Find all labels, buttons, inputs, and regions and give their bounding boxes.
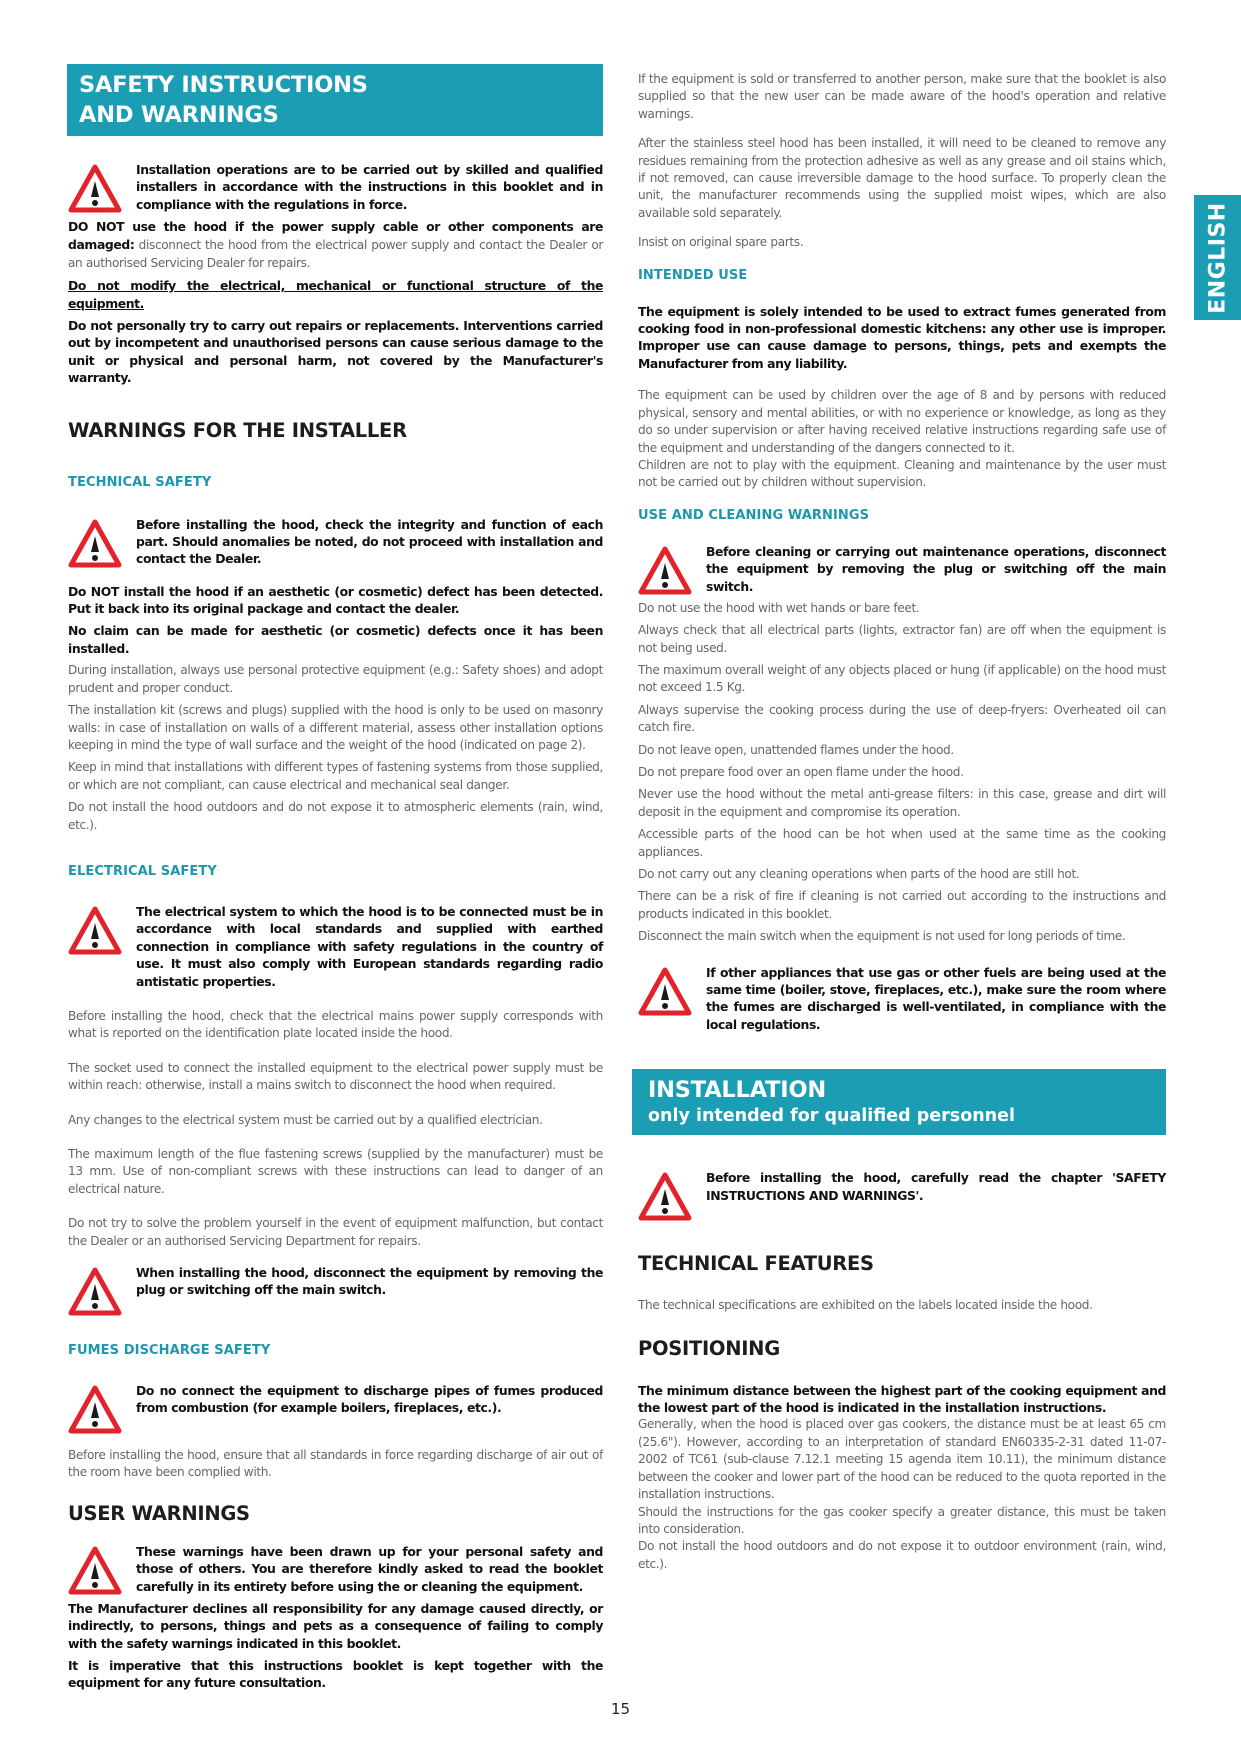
paragraph: Should the instructions for the gas cooker specify a greater distance, this must be taken into consideration. [638,1504,1166,1536]
warning-text: Before installing the hood, check the integrity and function of each part. Should anomalies be noted, do not proceed with installation and contact the Dealer. [136,516,603,567]
paragraph: The technical specifications are exhibited on the labels located inside the hood. [638,1298,1093,1313]
warning-text: Before installing the hood, carefully read the chapter 'SAFETY INSTRUCTIONS AND WARNINGS'. [706,1170,1166,1203]
paragraph: Always supervise the cooking process during the use of deep-fryers: Overheated oil can catch fire. [638,702,1166,735]
warning-triangle-icon [68,164,122,214]
language-tab [1194,195,1241,320]
installation-title: INSTALLATION [648,1077,827,1104]
paragraph: The equipment is solely intended to be used to extract fumes generated from cooking food in non-professional domestic kitchens: any other use is improper. Improper use can cause damage to persons, things, pets and exempts the Manufacturer from any liability. [638,303,1166,371]
subsection-heading: TECHNICAL SAFETY [68,474,212,490]
section-heading: USER WARNINGS [68,1501,250,1525]
warning-block [638,543,1166,596]
paragraph: Before installing the hood, check that the electrical mains power supply corresponds with what is reported on the identification plate located inside the hood. [68,1008,603,1041]
warning-text: The electrical system to which the hood is to be connected must be in accordance with local standards and supplied with earthed connection in compliance with safety regulations in the country of use. It must also comply with European standards regarding radio antistatic properties. [136,903,603,989]
paragraph: The maximum overall weight of any objects placed or hung (if applicable) on the hood must not exceed 1.5 Kg. [638,662,1166,695]
warning-block [68,1264,603,1317]
paragraph: Do not leave open, unattended flames under the hood. [638,742,954,757]
safety-title-line-1: SAFETY INSTRUCTIONS [79,72,368,98]
right-column [638,71,1166,1573]
section-heading: POSITIONING [638,1336,780,1360]
paragraph: The Manufacturer declines all responsibility for any damage caused directly, or indirectly, to persons, things and pets as a consequence of failing to comply with the safety warnings indicated in this booklet. [68,1600,603,1651]
warning-block [638,1169,1166,1222]
warning-triangle-icon [68,1385,122,1435]
paragraph: During installation, always use personal protective equipment (e.g.: Safety shoes) and adopt prudent and proper conduct. [68,663,603,695]
subsection-heading: FUMES DISCHARGE SAFETY [68,1343,271,1359]
left-column [68,64,603,1692]
paragraph: The maximum length of the flue fastening screws (supplied by the manufacturer) must be 13 mm. Use of non-compliant screws with these instructions can lead to danger of an electrical nature. [68,1147,603,1196]
paragraph-rest: disconnect the hood from the electrical power supply and contact the Dealer or an authorised Servicing Dealer for repairs. [68,238,603,270]
installation-subtitle: only intended for qualified personnel [648,1106,1016,1127]
warning-triangle-icon [68,1546,122,1596]
paragraph: Accessible parts of the hood can be hot when used at the same time as the cooking appliances. [638,827,1166,859]
paragraph: Children are not to play with the equipment. Cleaning and maintenance by the user must not be carried out by children without supervision. [638,457,1166,490]
paragraph: There can be a risk of fire if cleaning is not carried out according to the instructions and products indicated in this booklet. [638,889,1166,921]
paragraph: Do not install the hood outdoors and do not expose it to atmospheric elements (rain, wind, etc.). [68,800,603,832]
paragraph: Keep in mind that installations with different types of fastening systems from those supplied, or which are not compliant, can cause electrical and mechanical seal danger. [68,760,603,792]
safety-title-line-2: AND WARNINGS [79,102,279,128]
paragraph: The minimum distance between the highest part of the cooking equipment and the lowest part of the hood is indicated in the installation instructions. [638,1382,1166,1416]
paragraph: Do NOT install the hood if an aesthetic (or cosmetic) defect has been detected. Put it back into its original package and contact the dealer. [68,583,603,617]
paragraph: Do not personally try to carry out repairs or replacements. Interventions carried out by incompetent and unauthorised persons can cause serious damage to the unit or physical and personal harm, not covered by the Manufacturer's warranty. [68,318,603,386]
paragraph: After the stainless steel hood has been installed, it will need to be cleaned to remove any residues remaining from the protection adhesive as well as any grease and oil stains which, if not removed, can cause irreversible damage to the hood surface. To properly clean the unit, the manufacturer recommends using the supplied moist wipes, which are also available sold separately. [638,136,1166,220]
paragraph: Before installing the hood, ensure that all standards in force regarding discharge of air out of the room have been complied with. [68,1448,603,1480]
paragraph: Do not modify the electrical, mechanical or functional structure of the equipment. [68,278,603,311]
page-number: 15 [610,1700,631,1718]
language-tab-label: ENGLISH [1205,201,1230,314]
paragraph: Do not try to solve the problem yourself in the event of equipment malfunction, but contact the Dealer or an authorised Servicing Department for repairs. [68,1216,603,1248]
warning-block [638,964,1166,1034]
paragraph: Generally, when the hood is placed over gas cookers, the distance must be at least 65 cm (25.6"). However, according to an interpretation of standard EN60335-2-31 dated 11-07-2002 of TC61 (sub-clause 7.12.1 meeting 15 agenda item 10.11), the minimum distance between the cooker and lower part of the hood can be reduced to the quota reported in the installation instructions. [638,1417,1166,1502]
installation-banner [632,1069,1166,1135]
warning-block [68,161,603,214]
section-heading: WARNINGS FOR THE INSTALLER [68,418,407,442]
paragraph: Do not install the hood outdoors and do not expose it to outdoor environment (rain, wind, etc.). [638,1539,1166,1571]
paragraph [68,218,603,272]
paragraph: Any changes to the electrical system must be carried out by a qualified electrician. [68,1112,543,1127]
warning-triangle-icon [68,906,122,956]
paragraph: If the equipment is sold or transferred to another person, make sure that the booklet is also supplied so that the new user can be made aware of the hood's operation and relative warnings. [638,72,1166,121]
paragraph: Never use the hood without the metal anti-grease filters: in this case, grease and dirt will deposit in the equipment and compromise its operation. [638,787,1166,819]
bold-lead: DO NOT use the hood if the power supply cable or other components are damaged: [68,219,603,253]
paragraph: Disconnect the main switch when the equipment is not used for long periods of time. [638,929,1126,944]
warning-text: When installing the hood, disconnect the equipment by removing the plug or switching off the main switch. [136,1265,603,1298]
warning-triangle-icon [638,967,692,1017]
subsection-heading: INTENDED USE [638,267,748,283]
safety-banner [67,64,603,136]
subsection-heading: ELECTRICAL SAFETY [68,863,217,879]
warning-triangle-icon [68,1267,122,1317]
paragraph: Insist on original spare parts. [638,235,804,250]
warning-text: If other appliances that use gas or other fuels are being used at the same time (boiler, stove, fireplaces, etc.), make sure the room where the fumes are discharged is well-ventilated, in compliance with the local regulations. [706,964,1166,1032]
paragraph: The installation kit (screws and plugs) supplied with the hood is only to be used on masonry walls: in case of installation on walls of a different material, assess other installation options keeping in mind the type of wall surface and the weight of the hood (indicated on page 2). [68,703,603,752]
warning-triangle-icon [638,1172,692,1222]
paragraph: The equipment can be used by children over the age of 8 and by persons with reduced physical, sensory and mental abilities, or with no experience or knowledge, as long as they do so under supervision or after having received relative instructions regarding safe use of the equipment and understanding of the dangers connected to it. [638,388,1166,455]
paragraph: No claim can be made for aesthetic (or cosmetic) defects once it has been installed. [68,623,603,656]
warning-triangle-icon [68,519,122,569]
warning-text: Do no connect the equipment to discharge pipes of fumes produced from combustion (for example boilers, fireplaces, etc.). [136,1383,603,1416]
subsection-heading: USE AND CLEANING WARNINGS [638,507,870,523]
paragraph: It is imperative that this instructions booklet is kept together with the equipment for any future consultation. [68,1658,603,1691]
paragraph: Always check that all electrical parts (lights, extractor fan) are off when the equipment is not being used. [638,623,1166,655]
warning-triangle-icon [638,546,692,596]
section-heading: TECHNICAL FEATURES [638,1252,874,1276]
warning-text: Installation operations are to be carried out by skilled and qualified installers in accordance with the instructions in this booklet and in compliance with the regulations in force. [136,162,603,212]
paragraph: The socket used to connect the installed equipment to the electrical power supply must be within reach: otherwise, install a mains switch to disconnect the hood when required. [68,1060,603,1093]
warning-block [68,903,603,990]
warning-text: Before cleaning or carrying out maintenance operations, disconnect the equipment by removing the plug or switching off the main switch. [706,543,1166,594]
paragraph: Do not prepare food over an open flame under the hood. [638,764,964,779]
warning-block [68,1382,603,1435]
paragraph: Do not use the hood with wet hands or bare feet. [638,600,920,615]
warning-block [68,1543,603,1596]
warning-text: These warnings have been drawn up for your personal safety and those of others. You are therefore kindly asked to read the booklet carefully in its entirety before using the or cleaning the equipment. [136,1543,603,1594]
warning-block [68,516,603,569]
paragraph: Do not carry out any cleaning operations when parts of the hood are still hot. [638,867,1080,881]
